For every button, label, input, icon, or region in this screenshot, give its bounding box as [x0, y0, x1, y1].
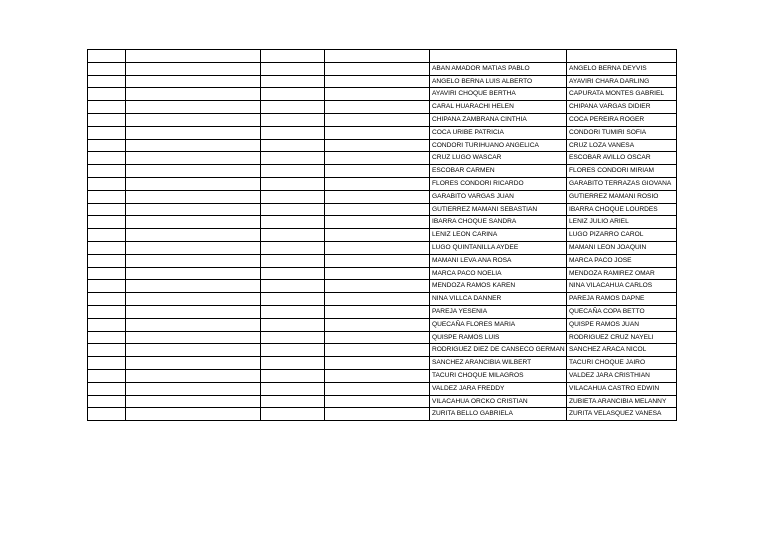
table-row: [88, 165, 677, 178]
table-cell: [325, 101, 430, 114]
table-cell: [88, 152, 126, 165]
table-cell: [88, 88, 126, 101]
table-cell: [261, 139, 325, 152]
table-cell: ANGELO BERNA DEYVIS: [567, 62, 677, 75]
table-cell: [88, 395, 126, 408]
table-cell: [325, 318, 430, 331]
table-cell: ABAN AMADOR MATIAS PABLO: [430, 62, 567, 75]
table-row: [88, 408, 677, 421]
table-cell: QUECAÑA FLORES MARIA: [430, 318, 567, 331]
table-cell: [88, 203, 126, 216]
name-table: [87, 49, 677, 421]
table-cell: [126, 203, 261, 216]
table-cell: [261, 203, 325, 216]
table-cell: [126, 126, 261, 139]
table-row: [88, 357, 677, 370]
table-cell: [261, 216, 325, 229]
table-cell: [126, 101, 261, 114]
table-cell: ANGELO BERNA LUIS ALBERTO: [430, 75, 567, 88]
table-cell: [261, 293, 325, 306]
table-row: [88, 344, 677, 357]
table-cell: [88, 62, 126, 75]
table-cell: [325, 408, 430, 421]
table-cell: VALDEZ JARA CRISTHIAN: [567, 369, 677, 382]
table-row: [88, 254, 677, 267]
table-cell: [126, 318, 261, 331]
table-cell: MAMANI LEVA ANA ROSA: [430, 254, 567, 267]
table-row: [88, 369, 677, 382]
table-cell: [126, 88, 261, 101]
table-cell: PAREJA RAMOS DAPNE: [567, 293, 677, 306]
table-cell: [88, 331, 126, 344]
table-cell: FLORES CONDORI MIRIAM: [567, 165, 677, 178]
table-cell: [126, 305, 261, 318]
table-cell: [126, 75, 261, 88]
table-cell: [325, 62, 430, 75]
table-row: [88, 75, 677, 88]
table-cell: [325, 177, 430, 190]
table-cell: GARABITO TERRAZAS GIOVANA: [567, 177, 677, 190]
table-cell: [88, 408, 126, 421]
table-cell: [325, 165, 430, 178]
table-cell: [88, 165, 126, 178]
table-cell: [126, 165, 261, 178]
table-cell: LUGO PIZARRO CAROL: [567, 229, 677, 242]
table-cell: [325, 152, 430, 165]
table-cell: [88, 382, 126, 395]
table-cell: [261, 113, 325, 126]
table-cell: CHIPANA VARGAS DIDIER: [567, 101, 677, 114]
table-cell: [88, 113, 126, 126]
table-cell: VILACAHUA CASTRO EDWIN: [567, 382, 677, 395]
table-cell: [261, 395, 325, 408]
table-cell: [261, 254, 325, 267]
table-cell: [325, 216, 430, 229]
table-row: [88, 177, 677, 190]
table-cell: [325, 280, 430, 293]
table-cell: [261, 165, 325, 178]
table-cell: LUGO QUINTANILLA AYDEE: [430, 241, 567, 254]
table-cell: CRUZ LOZA VANESA: [567, 139, 677, 152]
table-cell: ZURITA VELASQUEZ VANESA: [567, 408, 677, 421]
table-row: [88, 280, 677, 293]
table-cell: CRUZ LUGO WASCAR: [430, 152, 567, 165]
table-cell: [261, 382, 325, 395]
table-cell: [325, 50, 430, 63]
table-cell: [126, 293, 261, 306]
table-cell: ESCOBAR CARMEN: [430, 165, 567, 178]
table-cell: COCA URIBE PATRICIA: [430, 126, 567, 139]
table-cell: [325, 254, 430, 267]
table-cell: MARCA PACO NOELIA: [430, 267, 567, 280]
table-row: [88, 267, 677, 280]
table-row: [88, 293, 677, 306]
table-cell: RODRIGUEZ CRUZ NAYELI: [567, 331, 677, 344]
table-cell: ZURITA BELLO GABRIELA: [430, 408, 567, 421]
table-cell: QUISPE RAMOS LUIS: [430, 331, 567, 344]
table-cell: [126, 50, 261, 63]
table-row: [88, 382, 677, 395]
table-cell: [126, 267, 261, 280]
table-cell: SANCHEZ ARANCIBIA WILBERT: [430, 357, 567, 370]
table-cell: TACURI CHOQUE MILAGROS: [430, 369, 567, 382]
table-cell: [325, 229, 430, 242]
table-cell: [88, 280, 126, 293]
table-cell: [88, 216, 126, 229]
table-cell: [88, 344, 126, 357]
table-cell: [88, 190, 126, 203]
table-cell: [325, 357, 430, 370]
table-row: [88, 62, 677, 75]
table-cell: [261, 190, 325, 203]
table-cell: [261, 62, 325, 75]
table-cell: GUTIERREZ MAMANI ROSIO: [567, 190, 677, 203]
table-cell: CHIPANA ZAMBRANA CINTHIA: [430, 113, 567, 126]
table-cell: [126, 177, 261, 190]
table-row: [88, 216, 677, 229]
table-cell: [325, 113, 430, 126]
table-cell: [88, 75, 126, 88]
table-cell: [126, 216, 261, 229]
table-cell: [261, 75, 325, 88]
table-cell: [261, 126, 325, 139]
table-cell: AYAVIRI CHARA DARLING: [567, 75, 677, 88]
table-cell: NINA VILLCA DANNER: [430, 293, 567, 306]
table-cell: [261, 408, 325, 421]
table-cell: [126, 357, 261, 370]
table-cell: [325, 331, 430, 344]
table-cell: [325, 139, 430, 152]
table-row: [88, 126, 677, 139]
table-cell: [126, 344, 261, 357]
table-cell: [126, 280, 261, 293]
table-cell: IBARRA CHOQUE SANDRA: [430, 216, 567, 229]
table-cell: SANCHEZ ARACA NICOL: [567, 344, 677, 357]
table-row: [88, 139, 677, 152]
table-row: [88, 88, 677, 101]
table-cell: TACURI CHOQUE JAIRO: [567, 357, 677, 370]
table-cell: [325, 267, 430, 280]
table-cell: [126, 408, 261, 421]
table-cell: CARAL HUARACHI HELEN: [430, 101, 567, 114]
table-cell: [261, 318, 325, 331]
table-cell: GUTIERREZ MAMANI SEBASTIAN: [430, 203, 567, 216]
table-cell: CAPURATA MONTES GABRIEL: [567, 88, 677, 101]
table-cell: VILACAHUA ORCKO CRISTIAN: [430, 395, 567, 408]
table-cell: ESCOBAR AVILLO OSCAR: [567, 152, 677, 165]
table-cell: CONDORI TUMIRI SOFIA: [567, 126, 677, 139]
table-cell: FLORES CONDORI RICARDO: [430, 177, 567, 190]
table-cell: NINA VILACAHUA CARLOS: [567, 280, 677, 293]
table-cell: [325, 344, 430, 357]
table-cell: [261, 344, 325, 357]
table-cell: [126, 190, 261, 203]
table-cell: IBARRA CHOQUE LOURDES: [567, 203, 677, 216]
table-cell: [261, 229, 325, 242]
table-cell: [126, 369, 261, 382]
table-cell: [261, 357, 325, 370]
table-cell: [261, 152, 325, 165]
table-cell: RODRIGUEZ DIEZ DE CANSECO GERMAN: [430, 344, 567, 357]
table-cell: [325, 369, 430, 382]
table-cell: [261, 280, 325, 293]
table-row: [88, 395, 677, 408]
table-cell: [261, 305, 325, 318]
table-cell: MARCA PACO JOSE: [567, 254, 677, 267]
table-cell: [88, 177, 126, 190]
table-row: [88, 318, 677, 331]
table-cell: [126, 254, 261, 267]
table-cell: [126, 241, 261, 254]
name-table-body: [88, 50, 677, 421]
table-cell: [88, 139, 126, 152]
table-cell: MENDOZA RAMIREZ OMAR: [567, 267, 677, 280]
table-cell: [261, 369, 325, 382]
table-cell: [126, 229, 261, 242]
table-cell: [261, 331, 325, 344]
table-cell: [88, 369, 126, 382]
table-row: [88, 50, 677, 63]
table-cell: [325, 382, 430, 395]
table-cell: [126, 139, 261, 152]
table-cell: VALDEZ JARA FREDDY: [430, 382, 567, 395]
table-cell: [126, 152, 261, 165]
table-cell: [261, 50, 325, 63]
table-cell: [261, 177, 325, 190]
table-row: [88, 229, 677, 242]
table-cell: [88, 305, 126, 318]
table-cell: [88, 357, 126, 370]
table-cell: [261, 241, 325, 254]
table-cell: [261, 101, 325, 114]
table-cell: [88, 101, 126, 114]
table-cell: GARABITO VARGAS JUAN: [430, 190, 567, 203]
table-cell: QUECAÑA COPA BETTO: [567, 305, 677, 318]
table-cell: AYAVIRI CHOQUE BERTHA: [430, 88, 567, 101]
table-cell: [567, 50, 677, 63]
table-cell: [261, 267, 325, 280]
table-cell: [261, 88, 325, 101]
table-cell: [88, 229, 126, 242]
table-row: [88, 101, 677, 114]
table-cell: MAMANI LEON JOAQUIN: [567, 241, 677, 254]
table-cell: ZUBIETA ARANCIBIA MELANNY: [567, 395, 677, 408]
table-cell: [88, 254, 126, 267]
table-cell: MENDOZA RAMOS KAREN: [430, 280, 567, 293]
table-cell: [126, 395, 261, 408]
table-cell: [126, 382, 261, 395]
table-row: [88, 152, 677, 165]
table-cell: [126, 331, 261, 344]
table-cell: [88, 126, 126, 139]
table-cell: [325, 75, 430, 88]
table-row: [88, 331, 677, 344]
table-cell: CONDORI TURIHUANO ANGELICA: [430, 139, 567, 152]
table-cell: [325, 203, 430, 216]
table-cell: COCA PEREIRA ROGER: [567, 113, 677, 126]
table-cell: [126, 62, 261, 75]
table-cell: [430, 50, 567, 63]
table-cell: [325, 126, 430, 139]
table-cell: [325, 293, 430, 306]
table-cell: [325, 305, 430, 318]
table-cell: [126, 113, 261, 126]
table-cell: [88, 50, 126, 63]
table-row: [88, 113, 677, 126]
table-cell: [88, 293, 126, 306]
table-cell: [325, 241, 430, 254]
table-cell: LENIZ JULIO ARIEL: [567, 216, 677, 229]
table-cell: [88, 241, 126, 254]
table-cell: [325, 88, 430, 101]
table-cell: PAREJA YESENIA: [430, 305, 567, 318]
table-row: [88, 190, 677, 203]
table-cell: [325, 395, 430, 408]
table-cell: LENIZ LEON CARINA: [430, 229, 567, 242]
table-cell: QUISPE RAMOS JUAN: [567, 318, 677, 331]
table-cell: [88, 267, 126, 280]
table-row: [88, 241, 677, 254]
table-row: [88, 203, 677, 216]
table-row: [88, 305, 677, 318]
table-cell: [325, 190, 430, 203]
table-cell: [88, 318, 126, 331]
